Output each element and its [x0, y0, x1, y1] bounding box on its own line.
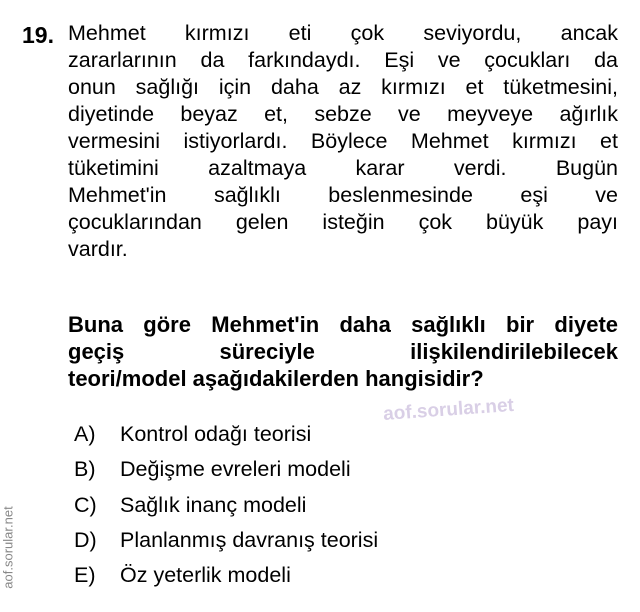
option-b[interactable]: [74, 454, 378, 489]
option-letter: A): [74, 422, 96, 446]
option-d[interactable]: [74, 525, 378, 560]
stem-line: vardır.: [68, 237, 128, 261]
option-letter: C): [74, 492, 97, 517]
option-text: Planlanmış davranış teorisi: [120, 527, 379, 552]
option-c[interactable]: [74, 490, 378, 525]
option-text: Sağlık inanç modeli: [120, 492, 307, 517]
option-text: Kontrol odağı teorisi: [120, 422, 312, 446]
stem-line: çocuklarından gelen isteğin çok büyük payı: [68, 210, 618, 234]
prompt-line: geçiş süreciyle ilişkilendirilebilecek: [68, 339, 618, 364]
stem-line: zararlarının da farkındaydı. Eşi ve çocukları da: [68, 48, 618, 72]
option-text: Öz yeterlik modeli: [120, 563, 291, 588]
stem-line: Mehmet kırmızı eti çok seviyordu, ancak: [68, 21, 618, 45]
stem-line: vermesini istiyorlardı. Böylece Mehmet kırmızı et: [68, 129, 618, 153]
prompt-line: teori/model aşağıdakilerden hangisidir?: [68, 366, 484, 391]
question-number: 19.: [22, 22, 54, 48]
stem-line: tüketimini azaltmaya karar verdi. Bugün: [68, 156, 618, 180]
option-e[interactable]: [74, 560, 378, 595]
option-letter: B): [74, 457, 96, 482]
stem-line: diyetinde beyaz et, sebze ve meyveye ağırlık: [68, 102, 618, 126]
option-text: Değişme evreleri modeli: [120, 457, 351, 482]
option-letter: D): [74, 527, 97, 552]
answer-options: [74, 419, 378, 595]
watermark: aof.sorular.net: [382, 394, 515, 426]
prompt-line: Buna göre Mehmet'in daha sağlıklı bir diyete: [68, 312, 618, 337]
question-stem: [68, 20, 618, 263]
option-a[interactable]: [74, 419, 378, 454]
stem-line: Mehmet'in sağlıklı beslenmesinde eşi ve: [68, 183, 618, 207]
option-letter: E): [74, 563, 96, 588]
question-prompt: [68, 311, 618, 392]
stem-line: onun sağlığı için daha az kırmızı et tüketmesini,: [68, 75, 618, 99]
side-watermark: aof.sorular.net: [0, 506, 16, 589]
